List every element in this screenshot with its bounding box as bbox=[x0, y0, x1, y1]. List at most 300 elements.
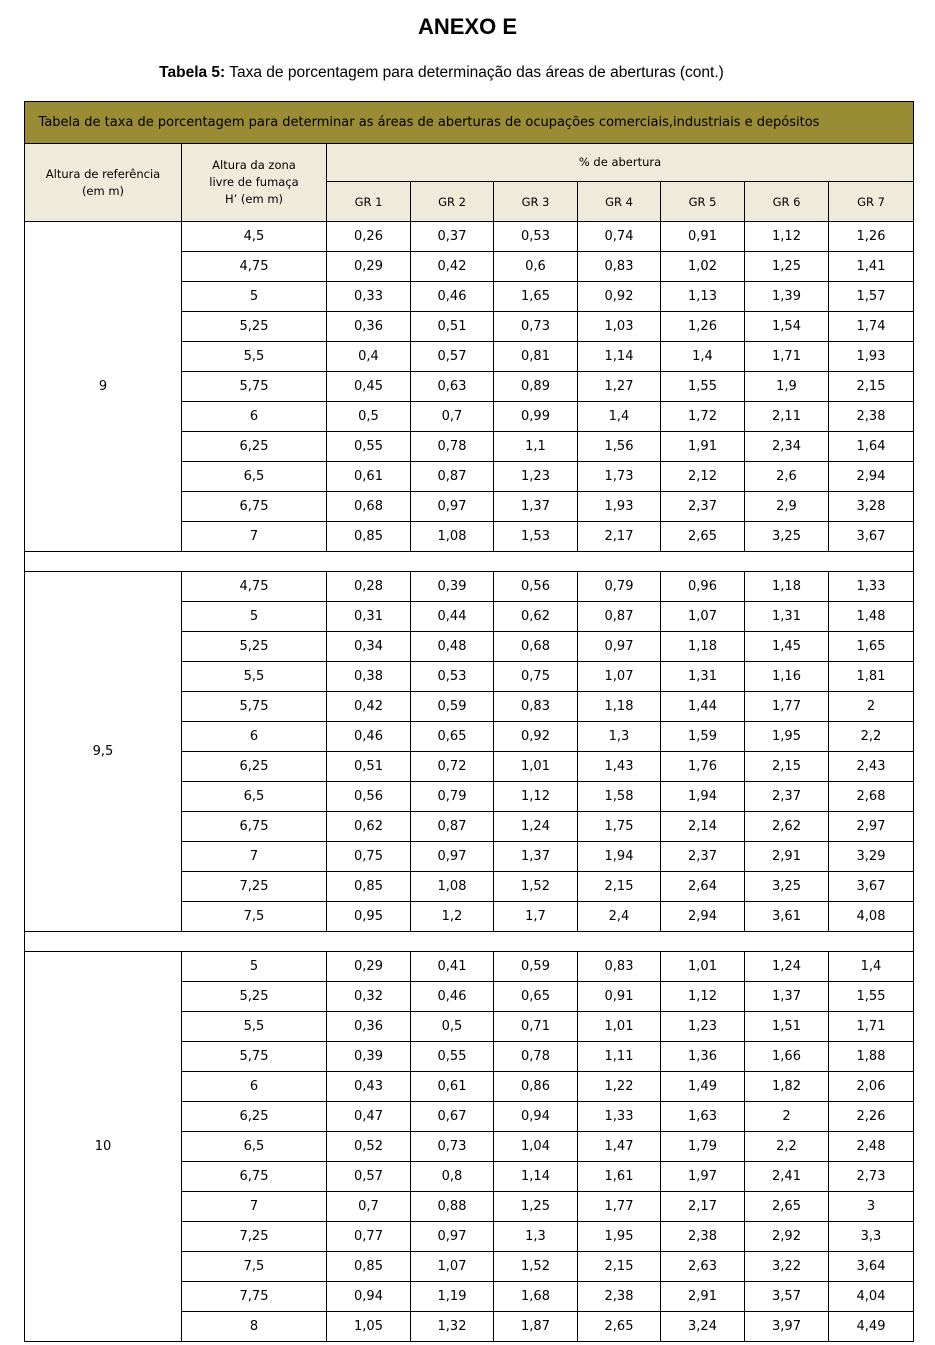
opening-percent-cell: 1,11 bbox=[578, 1042, 661, 1072]
opening-percent-cell: 0,37 bbox=[411, 222, 494, 252]
opening-percent-cell: 1,91 bbox=[661, 432, 745, 462]
opening-percent-cell: 0,7 bbox=[411, 402, 494, 432]
opening-percent-cell: 2,17 bbox=[578, 522, 661, 552]
opening-percent-cell: 0,52 bbox=[327, 1132, 411, 1162]
opening-percent-cell: 1,56 bbox=[578, 432, 661, 462]
opening-percent-cell: 1,27 bbox=[578, 372, 661, 402]
opening-percent-cell: 1,3 bbox=[494, 1222, 578, 1252]
opening-percent-cell: 2,17 bbox=[661, 1192, 745, 1222]
opening-percent-cell: 0,68 bbox=[494, 632, 578, 662]
opening-percent-cell: 2,11 bbox=[745, 402, 829, 432]
opening-percent-cell: 0,86 bbox=[494, 1072, 578, 1102]
table-caption bbox=[0, 64, 883, 82]
opening-percent-cell: 0,46 bbox=[327, 722, 411, 752]
opening-percent-cell: 0,61 bbox=[411, 1072, 494, 1102]
smoke-free-height-cell: 4,75 bbox=[182, 252, 327, 282]
opening-percent-cell: 0,38 bbox=[327, 662, 411, 692]
opening-percent-cell: 1,32 bbox=[411, 1312, 494, 1342]
opening-percent-cell: 0,29 bbox=[327, 952, 411, 982]
smoke-free-height-cell: 6 bbox=[182, 402, 327, 432]
opening-percent-cell: 0,97 bbox=[411, 492, 494, 522]
opening-percent-cell: 2,2 bbox=[829, 722, 914, 752]
opening-percent-cell: 0,73 bbox=[494, 312, 578, 342]
opening-percent-cell: 0,65 bbox=[494, 982, 578, 1012]
table-row bbox=[25, 572, 914, 602]
opening-percent-cell: 1,45 bbox=[745, 632, 829, 662]
smoke-free-height-cell: 6 bbox=[182, 722, 327, 752]
opening-percent-cell: 0,67 bbox=[411, 1102, 494, 1132]
opening-percent-cell: 0,95 bbox=[327, 902, 411, 932]
opening-percent-cell: 0,77 bbox=[327, 1222, 411, 1252]
opening-percent-cell: 2,63 bbox=[661, 1252, 745, 1282]
opening-percent-cell: 1,41 bbox=[829, 252, 914, 282]
opening-percent-cell: 0,68 bbox=[327, 492, 411, 522]
opening-percent-cell: 0,61 bbox=[327, 462, 411, 492]
opening-percent-cell: 0,26 bbox=[327, 222, 411, 252]
opening-percent-cell: 2,94 bbox=[829, 462, 914, 492]
opening-percent-cell: 0,59 bbox=[494, 952, 578, 982]
opening-percent-cell: 1,54 bbox=[745, 312, 829, 342]
opening-percent-cell: 1,23 bbox=[494, 462, 578, 492]
opening-percent-cell: 1,74 bbox=[829, 312, 914, 342]
opening-percent-cell: 2,65 bbox=[578, 1312, 661, 1342]
opening-percent-cell: 4,08 bbox=[829, 902, 914, 932]
opening-percent-cell: 0,57 bbox=[411, 342, 494, 372]
opening-percent-cell: 1,77 bbox=[745, 692, 829, 722]
opening-percent-cell: 1,25 bbox=[494, 1192, 578, 1222]
opening-percent-cell: 1,07 bbox=[578, 662, 661, 692]
opening-percent-cell: 0,65 bbox=[411, 722, 494, 752]
opening-percent-cell: 1,14 bbox=[494, 1162, 578, 1192]
table-body bbox=[25, 222, 914, 1342]
smoke-free-height-cell: 5,75 bbox=[182, 1042, 327, 1072]
opening-percent-cell: 1,93 bbox=[578, 492, 661, 522]
smoke-free-height-cell: 6,5 bbox=[182, 1132, 327, 1162]
opening-percent-cell: 1,16 bbox=[745, 662, 829, 692]
opening-percent-cell: 1,03 bbox=[578, 312, 661, 342]
opening-percent-cell: 3,29 bbox=[829, 842, 914, 872]
smoke-free-height-cell: 7,25 bbox=[182, 872, 327, 902]
smoke-free-height-cell: 6,75 bbox=[182, 1162, 327, 1192]
opening-percent-cell: 1,73 bbox=[578, 462, 661, 492]
opening-percent-cell: 0,96 bbox=[661, 572, 745, 602]
opening-percent-cell: 0,87 bbox=[578, 602, 661, 632]
opening-percent-cell: 1,4 bbox=[661, 342, 745, 372]
opening-percent-cell: 2,06 bbox=[829, 1072, 914, 1102]
opening-percent-cell: 1,64 bbox=[829, 432, 914, 462]
opening-percent-cell: 1,58 bbox=[578, 782, 661, 812]
opening-percent-cell: 1,02 bbox=[661, 252, 745, 282]
opening-percent-cell: 2,43 bbox=[829, 752, 914, 782]
opening-percent-cell: 1,9 bbox=[745, 372, 829, 402]
opening-percent-cell: 0,29 bbox=[327, 252, 411, 282]
opening-percent-cell: 2,38 bbox=[578, 1282, 661, 1312]
opening-percent-cell: 0,32 bbox=[327, 982, 411, 1012]
header-opening-percent: % de abertura bbox=[327, 144, 914, 182]
opening-percent-cell: 0,45 bbox=[327, 372, 411, 402]
opening-percent-cell: 3,25 bbox=[745, 872, 829, 902]
opening-percent-cell: 0,53 bbox=[411, 662, 494, 692]
opening-percent-cell: 1,3 bbox=[578, 722, 661, 752]
header-smoke-free-height: Altura da zona livre de fumaça H’ (em m) bbox=[182, 144, 327, 222]
smoke-free-height-cell: 4,5 bbox=[182, 222, 327, 252]
opening-percent-cell: 1,94 bbox=[578, 842, 661, 872]
smoke-free-height-cell: 6,25 bbox=[182, 1102, 327, 1132]
opening-percent-cell: 0,5 bbox=[411, 1012, 494, 1042]
opening-percent-cell: 0,63 bbox=[411, 372, 494, 402]
smoke-free-height-cell: 5,75 bbox=[182, 692, 327, 722]
opening-percent-cell: 0,31 bbox=[327, 602, 411, 632]
smoke-free-height-cell: 7 bbox=[182, 842, 327, 872]
opening-percent-cell: 1,39 bbox=[745, 282, 829, 312]
caption-label: Tabela 5: bbox=[159, 64, 226, 81]
opening-percent-cell: 1,25 bbox=[745, 252, 829, 282]
smoke-free-height-cell: 7 bbox=[182, 1192, 327, 1222]
smoke-free-height-cell: 5 bbox=[182, 602, 327, 632]
opening-percent-cell: 0,42 bbox=[327, 692, 411, 722]
opening-percent-cell: 2,34 bbox=[745, 432, 829, 462]
opening-percent-cell: 2,97 bbox=[829, 812, 914, 842]
opening-percent-cell: 4,49 bbox=[829, 1312, 914, 1342]
opening-percent-cell: 1,95 bbox=[578, 1222, 661, 1252]
opening-percent-cell: 2,41 bbox=[745, 1162, 829, 1192]
opening-percent-cell: 2,14 bbox=[661, 812, 745, 842]
opening-percent-cell: 1,24 bbox=[745, 952, 829, 982]
opening-percent-cell: 0,34 bbox=[327, 632, 411, 662]
group-header-7: GR 7 bbox=[829, 182, 914, 222]
opening-percent-cell: 0,56 bbox=[494, 572, 578, 602]
opening-percent-cell: 0,62 bbox=[494, 602, 578, 632]
smoke-free-height-cell: 5 bbox=[182, 952, 327, 982]
smoke-free-height-cell: 6,5 bbox=[182, 462, 327, 492]
opening-percent-cell: 0,53 bbox=[494, 222, 578, 252]
opening-percent-cell: 3,3 bbox=[829, 1222, 914, 1252]
opening-percent-cell: 2,65 bbox=[661, 522, 745, 552]
opening-percent-cell: 0,36 bbox=[327, 1012, 411, 1042]
opening-percent-cell: 2,9 bbox=[745, 492, 829, 522]
opening-percent-cell: 1,14 bbox=[578, 342, 661, 372]
opening-percent-cell: 0,5 bbox=[327, 402, 411, 432]
opening-percent-cell: 2,37 bbox=[745, 782, 829, 812]
opening-percent-cell: 1,1 bbox=[494, 432, 578, 462]
opening-percent-cell: 0,83 bbox=[578, 252, 661, 282]
opening-percent-cell: 1,2 bbox=[411, 902, 494, 932]
opening-percent-cell: 0,94 bbox=[494, 1102, 578, 1132]
opening-percent-cell: 2 bbox=[829, 692, 914, 722]
opening-percent-cell: 1,01 bbox=[661, 952, 745, 982]
smoke-free-height-cell: 6,25 bbox=[182, 752, 327, 782]
opening-percent-cell: 0,28 bbox=[327, 572, 411, 602]
opening-percent-cell: 0,44 bbox=[411, 602, 494, 632]
opening-percent-cell: 2,4 bbox=[578, 902, 661, 932]
opening-percent-cell: 0,7 bbox=[327, 1192, 411, 1222]
opening-percent-cell: 1,71 bbox=[829, 1012, 914, 1042]
opening-percent-cell: 1,52 bbox=[494, 1252, 578, 1282]
opening-percent-cell: 1,71 bbox=[745, 342, 829, 372]
smoke-free-height-cell: 6,75 bbox=[182, 492, 327, 522]
opening-percent-cell: 1,61 bbox=[578, 1162, 661, 1192]
opening-percent-cell: 3,25 bbox=[745, 522, 829, 552]
opening-percent-cell: 0,94 bbox=[327, 1282, 411, 1312]
section-separator bbox=[25, 552, 914, 572]
opening-percent-cell: 3,97 bbox=[745, 1312, 829, 1342]
smoke-free-height-cell: 6,25 bbox=[182, 432, 327, 462]
opening-percent-cell: 0,36 bbox=[327, 312, 411, 342]
group-header-2: GR 2 bbox=[411, 182, 494, 222]
opening-percent-cell: 0,92 bbox=[578, 282, 661, 312]
opening-percent-cell: 1,53 bbox=[494, 522, 578, 552]
group-header-4: GR 4 bbox=[578, 182, 661, 222]
opening-percent-cell: 3,67 bbox=[829, 522, 914, 552]
group-header-5: GR 5 bbox=[661, 182, 745, 222]
opening-percent-cell: 0,87 bbox=[411, 462, 494, 492]
opening-percent-cell: 1,94 bbox=[661, 782, 745, 812]
opening-percent-cell: 1,66 bbox=[745, 1042, 829, 1072]
opening-percent-cell: 0,62 bbox=[327, 812, 411, 842]
smoke-free-height-cell: 6 bbox=[182, 1072, 327, 1102]
opening-percent-cell: 2,38 bbox=[661, 1222, 745, 1252]
opening-percent-cell: 0,56 bbox=[327, 782, 411, 812]
opening-percent-cell: 3,24 bbox=[661, 1312, 745, 1342]
opening-percent-cell: 1,79 bbox=[661, 1132, 745, 1162]
reference-height-cell: 10 bbox=[25, 952, 182, 1342]
opening-percent-cell: 1,37 bbox=[494, 492, 578, 522]
opening-percent-cell: 1,07 bbox=[411, 1252, 494, 1282]
opening-percent-cell: 0,73 bbox=[411, 1132, 494, 1162]
group-header-3: GR 3 bbox=[494, 182, 578, 222]
opening-percent-cell: 0,71 bbox=[494, 1012, 578, 1042]
opening-percent-cell: 1,4 bbox=[578, 402, 661, 432]
opening-percent-cell: 0,92 bbox=[494, 722, 578, 752]
opening-percent-cell: 1,93 bbox=[829, 342, 914, 372]
opening-percent-cell: 0,89 bbox=[494, 372, 578, 402]
opening-percent-cell: 1,07 bbox=[661, 602, 745, 632]
opening-percent-cell: 0,57 bbox=[327, 1162, 411, 1192]
opening-percent-cell: 1,26 bbox=[829, 222, 914, 252]
opening-percent-cell: 0,55 bbox=[327, 432, 411, 462]
opening-percent-cell: 2,12 bbox=[661, 462, 745, 492]
opening-percent-cell: 2,65 bbox=[745, 1192, 829, 1222]
opening-percent-cell: 0,85 bbox=[327, 872, 411, 902]
opening-percent-cell: 3,67 bbox=[829, 872, 914, 902]
opening-percent-cell: 1,48 bbox=[829, 602, 914, 632]
opening-percent-cell: 0,79 bbox=[578, 572, 661, 602]
opening-percent-cell: 1,18 bbox=[745, 572, 829, 602]
smoke-free-height-cell: 6,5 bbox=[182, 782, 327, 812]
opening-percent-cell: 0,59 bbox=[411, 692, 494, 722]
opening-percent-cell: 0,46 bbox=[411, 982, 494, 1012]
opening-percent-cell: 0,97 bbox=[578, 632, 661, 662]
opening-percent-cell: 0,91 bbox=[578, 982, 661, 1012]
opening-percent-cell: 1,68 bbox=[494, 1282, 578, 1312]
opening-percent-cell: 4,04 bbox=[829, 1282, 914, 1312]
opening-percent-cell: 1,95 bbox=[745, 722, 829, 752]
opening-percent-cell: 0,85 bbox=[327, 522, 411, 552]
table-row bbox=[25, 222, 914, 252]
opening-percent-cell: 1,08 bbox=[411, 872, 494, 902]
smoke-free-height-cell: 7,25 bbox=[182, 1222, 327, 1252]
opening-percent-cell: 3,22 bbox=[745, 1252, 829, 1282]
opening-percent-cell: 1,33 bbox=[578, 1102, 661, 1132]
opening-percent-cell: 1,81 bbox=[829, 662, 914, 692]
opening-percent-cell: 1,55 bbox=[829, 982, 914, 1012]
opening-percent-cell: 0,75 bbox=[494, 662, 578, 692]
smoke-free-height-cell: 5,25 bbox=[182, 312, 327, 342]
opening-percent-cell: 0,78 bbox=[494, 1042, 578, 1072]
opening-percent-cell: 1,01 bbox=[578, 1012, 661, 1042]
opening-percent-cell: 1,23 bbox=[661, 1012, 745, 1042]
opening-percent-cell: 2 bbox=[745, 1102, 829, 1132]
opening-percent-cell: 1,33 bbox=[829, 572, 914, 602]
opening-percent-cell: 0,4 bbox=[327, 342, 411, 372]
smoke-free-height-cell: 5,5 bbox=[182, 1012, 327, 1042]
opening-percent-cell: 0,8 bbox=[411, 1162, 494, 1192]
opening-percent-cell: 2,94 bbox=[661, 902, 745, 932]
separator-cell bbox=[25, 552, 914, 572]
opening-percent-cell: 1,77 bbox=[578, 1192, 661, 1222]
opening-percent-cell: 1,59 bbox=[661, 722, 745, 752]
opening-percent-cell: 3,57 bbox=[745, 1282, 829, 1312]
opening-percent-cell: 1,97 bbox=[661, 1162, 745, 1192]
smoke-free-height-cell: 7 bbox=[182, 522, 327, 552]
opening-percent-cell: 2,38 bbox=[829, 402, 914, 432]
opening-percent-cell: 2,15 bbox=[745, 752, 829, 782]
smoke-free-height-cell: 5,75 bbox=[182, 372, 327, 402]
opening-percent-cell: 2,91 bbox=[745, 842, 829, 872]
opening-percent-cell: 1,24 bbox=[494, 812, 578, 842]
opening-percent-cell: 2,48 bbox=[829, 1132, 914, 1162]
opening-percent-cell: 0,33 bbox=[327, 282, 411, 312]
opening-percent-cell: 2,73 bbox=[829, 1162, 914, 1192]
smoke-free-height-cell: 5,25 bbox=[182, 632, 327, 662]
reference-height-cell: 9,5 bbox=[25, 572, 182, 932]
group-header-6: GR 6 bbox=[745, 182, 829, 222]
opening-percent-cell: 1,72 bbox=[661, 402, 745, 432]
opening-percent-cell: 0,83 bbox=[494, 692, 578, 722]
smoke-free-height-cell: 8 bbox=[182, 1312, 327, 1342]
opening-percent-cell: 1,4 bbox=[829, 952, 914, 982]
opening-percent-cell: 2,15 bbox=[578, 1252, 661, 1282]
opening-percent-cell: 0,42 bbox=[411, 252, 494, 282]
section-separator bbox=[25, 932, 914, 952]
opening-percent-cell: 0,43 bbox=[327, 1072, 411, 1102]
opening-percent-cell: 0,83 bbox=[578, 952, 661, 982]
opening-percent-cell: 3,61 bbox=[745, 902, 829, 932]
opening-percent-cell: 2,92 bbox=[745, 1222, 829, 1252]
opening-percent-cell: 1,19 bbox=[411, 1282, 494, 1312]
opening-percent-cell: 3 bbox=[829, 1192, 914, 1222]
opening-percent-cell: 1,04 bbox=[494, 1132, 578, 1162]
opening-percent-cell: 1,65 bbox=[494, 282, 578, 312]
opening-percent-cell: 0,79 bbox=[411, 782, 494, 812]
opening-rate-table bbox=[24, 101, 914, 1342]
table-row bbox=[25, 952, 914, 982]
smoke-free-height-cell: 7,5 bbox=[182, 1252, 327, 1282]
opening-percent-cell: 2,37 bbox=[661, 842, 745, 872]
opening-percent-cell: 0,99 bbox=[494, 402, 578, 432]
opening-percent-cell: 1,76 bbox=[661, 752, 745, 782]
smoke-free-height-cell: 7,75 bbox=[182, 1282, 327, 1312]
caption-text: Taxa de porcentagem para determinação das áreas de aberturas (cont.) bbox=[229, 64, 724, 81]
opening-percent-cell: 1,01 bbox=[494, 752, 578, 782]
opening-percent-cell: 1,55 bbox=[661, 372, 745, 402]
opening-percent-cell: 1,12 bbox=[494, 782, 578, 812]
opening-percent-cell: 1,37 bbox=[494, 842, 578, 872]
smoke-free-height-cell: 7,5 bbox=[182, 902, 327, 932]
smoke-free-height-cell: 5 bbox=[182, 282, 327, 312]
separator-cell bbox=[25, 932, 914, 952]
opening-percent-cell: 1,75 bbox=[578, 812, 661, 842]
opening-percent-cell: 0,46 bbox=[411, 282, 494, 312]
opening-percent-cell: 0,48 bbox=[411, 632, 494, 662]
smoke-free-height-cell: 6,75 bbox=[182, 812, 327, 842]
opening-percent-cell: 0,39 bbox=[327, 1042, 411, 1072]
opening-percent-cell: 1,82 bbox=[745, 1072, 829, 1102]
opening-percent-cell: 0,97 bbox=[411, 1222, 494, 1252]
group-header-1: GR 1 bbox=[327, 182, 411, 222]
opening-percent-cell: 0,97 bbox=[411, 842, 494, 872]
opening-percent-cell: 2,15 bbox=[578, 872, 661, 902]
opening-percent-cell: 1,57 bbox=[829, 282, 914, 312]
table-banner: Tabela de taxa de porcentagem para determinar as áreas de aberturas de ocupações comerciais,industriais e depósitos bbox=[25, 102, 914, 144]
opening-percent-cell: 1,18 bbox=[661, 632, 745, 662]
smoke-free-height-cell: 4,75 bbox=[182, 572, 327, 602]
opening-percent-cell: 2,68 bbox=[829, 782, 914, 812]
opening-percent-cell: 1,7 bbox=[494, 902, 578, 932]
opening-percent-cell: 1,22 bbox=[578, 1072, 661, 1102]
opening-percent-cell: 1,49 bbox=[661, 1072, 745, 1102]
opening-percent-cell: 3,64 bbox=[829, 1252, 914, 1282]
opening-percent-cell: 0,39 bbox=[411, 572, 494, 602]
opening-percent-cell: 1,08 bbox=[411, 522, 494, 552]
opening-percent-cell: 2,64 bbox=[661, 872, 745, 902]
opening-percent-cell: 1,18 bbox=[578, 692, 661, 722]
opening-percent-cell: 0,87 bbox=[411, 812, 494, 842]
opening-percent-cell: 0,91 bbox=[661, 222, 745, 252]
opening-percent-cell: 1,36 bbox=[661, 1042, 745, 1072]
opening-percent-cell: 1,51 bbox=[745, 1012, 829, 1042]
opening-percent-cell: 1,88 bbox=[829, 1042, 914, 1072]
opening-percent-cell: 0,88 bbox=[411, 1192, 494, 1222]
opening-percent-cell: 1,31 bbox=[661, 662, 745, 692]
reference-height-cell: 9 bbox=[25, 222, 182, 552]
opening-percent-cell: 1,63 bbox=[661, 1102, 745, 1132]
opening-percent-cell: 2,26 bbox=[829, 1102, 914, 1132]
opening-percent-cell: 2,6 bbox=[745, 462, 829, 492]
opening-percent-cell: 3,28 bbox=[829, 492, 914, 522]
smoke-free-height-cell: 5,5 bbox=[182, 342, 327, 372]
opening-percent-cell: 1,13 bbox=[661, 282, 745, 312]
opening-percent-cell: 1,26 bbox=[661, 312, 745, 342]
opening-percent-cell: 0,6 bbox=[494, 252, 578, 282]
opening-percent-cell: 0,41 bbox=[411, 952, 494, 982]
opening-percent-cell: 0,55 bbox=[411, 1042, 494, 1072]
opening-percent-cell: 1,87 bbox=[494, 1312, 578, 1342]
opening-percent-cell: 0,78 bbox=[411, 432, 494, 462]
opening-percent-cell: 1,43 bbox=[578, 752, 661, 782]
opening-percent-cell: 0,51 bbox=[327, 752, 411, 782]
smoke-free-height-cell: 5,5 bbox=[182, 662, 327, 692]
opening-percent-cell: 1,05 bbox=[327, 1312, 411, 1342]
opening-percent-cell: 0,85 bbox=[327, 1252, 411, 1282]
opening-percent-cell: 0,51 bbox=[411, 312, 494, 342]
opening-percent-cell: 1,52 bbox=[494, 872, 578, 902]
opening-percent-cell: 1,31 bbox=[745, 602, 829, 632]
opening-percent-cell: 2,2 bbox=[745, 1132, 829, 1162]
opening-percent-cell: 0,81 bbox=[494, 342, 578, 372]
opening-percent-cell: 1,47 bbox=[578, 1132, 661, 1162]
opening-percent-cell: 2,37 bbox=[661, 492, 745, 522]
